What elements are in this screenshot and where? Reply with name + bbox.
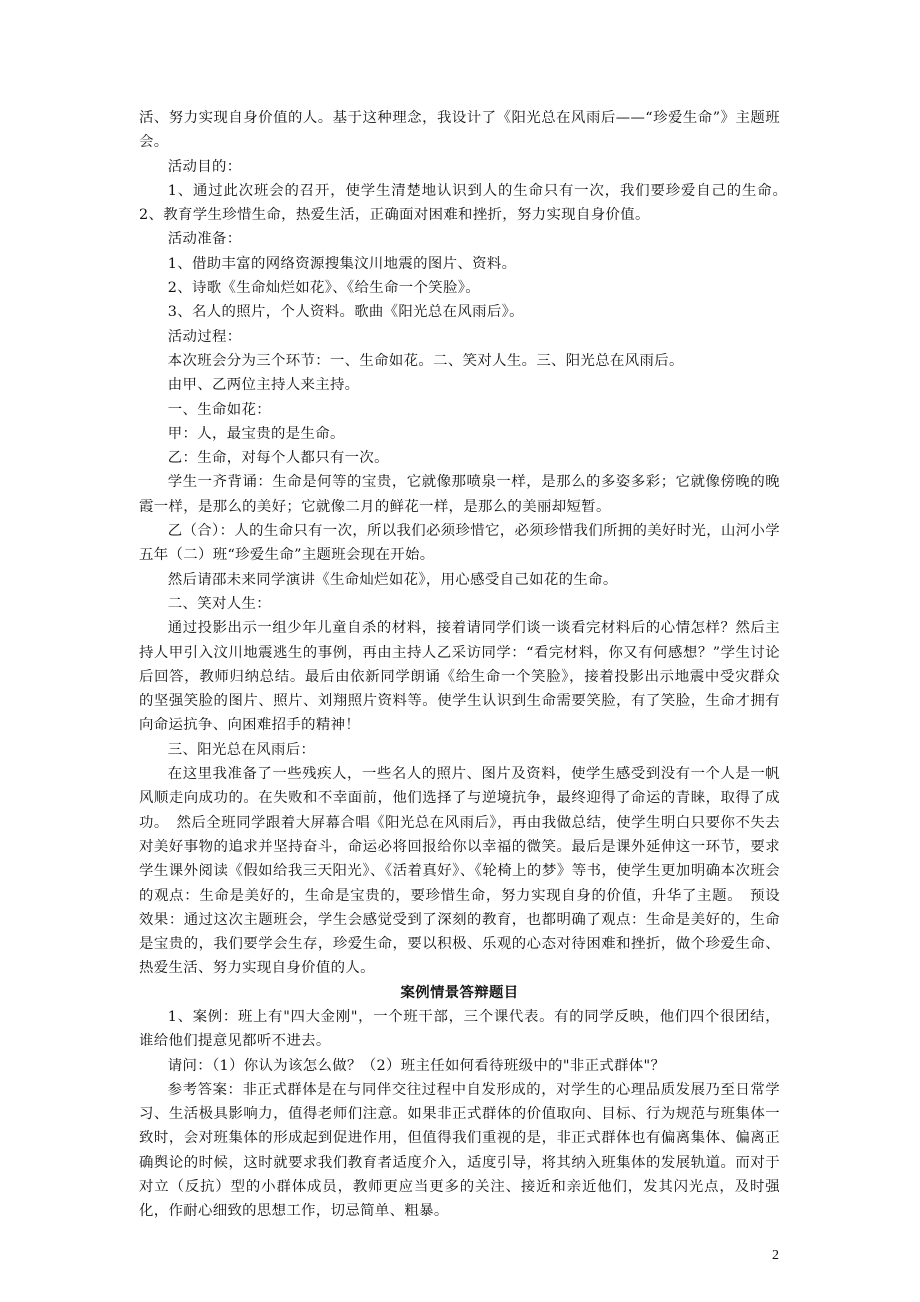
paragraph: 活动过程： <box>167 328 242 345</box>
paragraph: 本次班会分为三个环节：一、生命如花。二、笑对人生。三、阳光总在风雨后。 <box>167 352 684 369</box>
paragraph: 由甲、乙两位主持人来主持。 <box>167 377 360 394</box>
paragraph: 请问：（1）你认为该怎么做？（2）班主任如何看待班级中的"非正式群体"？ <box>167 1057 666 1074</box>
paragraph: 3、名人的照片，个人资料。歌曲《阳光总在风雨后》。 <box>167 304 524 321</box>
paragraph: 参考答案：非正式群体是在与同伴交往过程中自发形成的，对学生的心理品质发展乃至日常学习、生活极具影响力，值得老师们注意。如果非正式群体的价值取向、目标、行为规范与班集体一致时，会对班集体的形成起到促进作用，但值得我们重视的是，非正式群体也有偏离集体、偏离正确舆论的时候，这时就要求我们教育者适度介入，适度引导，将其纳入班集体的发展轨道。而对于对立（反抗）型的小群体成员，教师更应当更多的关注、接近和亲近他们，发其闪光点，及时强化，作耐心细致的思想工作，切忌简单、粗暴。 <box>139 1081 780 1220</box>
page-number: 2 <box>772 1248 779 1263</box>
section-heading: 案例情景答辩题目 <box>400 983 519 1001</box>
paragraph: 1、通过此次班会的召开，使学生清楚地认识到人的生命只有一次，我们要珍爱自己的生命。 2、教育学生珍惜生命，热爱生活，正确面对困难和挫折，努力实现自身价值。 <box>139 182 795 224</box>
paragraph: 一、生命如花： <box>167 401 271 418</box>
paragraph: 然后请邵未来同学演讲《生命灿烂如花》，用心感受自己如花的生命。 <box>167 571 618 588</box>
paragraph: 二、笑对人生： <box>167 595 271 612</box>
document-body <box>139 106 795 1224</box>
paragraph: 学生一齐背诵：生命是何等的宝贵，它就像那喷泉一样，是那么的多姿多彩；它就像傍晚的晚霞一样，是那么的美好；它就像二月的鲜花一样，是那么的美丽却短暂。 <box>139 474 780 515</box>
paragraph: 甲：人，最宝贵的是生命。 <box>167 425 345 442</box>
paragraph: 通过投影出示一组少年儿童自杀的材料，接着请同学们谈一谈看完材料后的心情怎样？然后主持人甲引入汶川地震逃生的事例，再由主持人乙采访同学：“看完材料，你又有何感想？”学生讨论后回答，教师归纳总结。最后由依新同学朗诵《给生命一个笑脸》，接着投影出示地震中受灾群众的坚强笑脸的图片、照片、刘翔照片资料等。使学生认识到生命需要笑脸，有了笑脸，生命才拥有向命运抗争、向困难招手的精神！ <box>139 620 780 734</box>
paragraph: 2、诗歌《生命灿烂如花》、《给生命一个笑脸》。 <box>167 280 480 297</box>
paragraph: 活动准备： <box>167 231 242 248</box>
paragraph: 活动目的： <box>167 158 242 175</box>
paragraph: 三、阳光总在风雨后： <box>167 741 316 758</box>
paragraph: 乙：生命，对每个人都只有一次。 <box>167 450 389 467</box>
case-question-section <box>139 1005 780 1224</box>
paragraph: 在这里我准备了一些残疾人，一些名人的照片、图片及资料，使学生感受到没有一个人是一帆风顺走向成功的。在失败和不幸面前，他们选择了与逆境抗争，最终迎得了命运的青睐，取得了成功。 然后全班同学跟着大屏幕合唱《阳光总在风雨后》，再由我做总结，使学生明白只要你不失去对美好事物的追求并坚持奋斗，命运必将回报给你以幸福的微笑。最后是课外延伸这一环节，要求学生课外阅读《假如给我三天阳光》、《活着真好》、《轮椅上的梦》等书，使学生更加明确本次班会的观点：生命是美好的，生命是宝贵的，要珍惜生命，努力实现自身的价值，升华了主题。 预设效果：通过这次主题班会，学生会感觉受到了深刻的教育，也都明确了观点：生命是美好的，生命是宝贵的，我们要学会生存，珍爱生命，要以积极、乐观的心态对待困难和挫折，做个珍爱生命、热爱生活、努力实现自身价值的人。 <box>139 766 780 977</box>
paragraph: 乙（合）：人的生命只有一次，所以我们必须珍惜它，必须珍惜我们所拥的美好时光，山河小学五年（二）班“珍爱生命”主题班会现在开始。 <box>139 523 780 564</box>
paragraph: 1、案例：班上有"四大金刚"，一个班干部，三个课代表。有的同学反映，他们四个很团结，谁给他们提意见都听不进去。 <box>139 1008 780 1050</box>
activity-plan-section <box>139 106 795 981</box>
paragraph: 1、借助丰富的网络资源搜集汶川地震的图片、资料。 <box>167 255 517 272</box>
paragraph: 活、努力实现自身价值的人。基于这种理念，我设计了《阳光总在风雨后——“珍爱生命”》主题班会。 <box>139 110 780 151</box>
